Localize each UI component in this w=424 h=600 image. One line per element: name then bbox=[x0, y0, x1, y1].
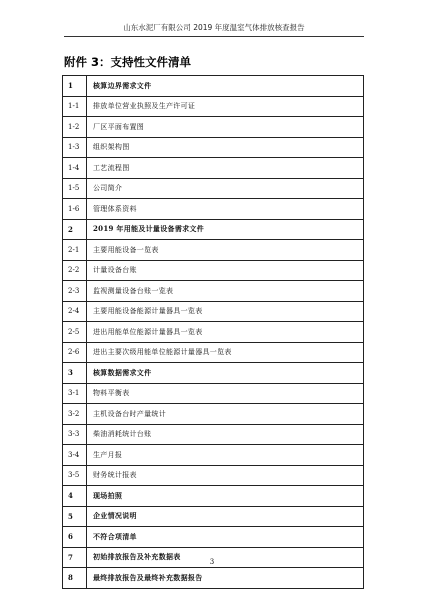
row-number: 3-4 bbox=[63, 445, 87, 466]
table-row bbox=[63, 137, 364, 158]
row-number: 1-4 bbox=[63, 158, 87, 179]
row-number: 1 bbox=[63, 76, 87, 97]
table-row bbox=[63, 383, 364, 404]
header-divider bbox=[64, 36, 364, 37]
table-row bbox=[63, 404, 364, 425]
document-name: 厂区平面布置图 bbox=[87, 117, 364, 138]
table-section-row bbox=[63, 486, 364, 507]
table-row bbox=[63, 117, 364, 138]
document-name: 现场拍照 bbox=[87, 486, 364, 507]
table-section-row bbox=[63, 363, 364, 384]
document-name: 进出主要次级用能单位能源计量器具一览表 bbox=[87, 342, 364, 363]
table-section-row bbox=[63, 219, 364, 240]
table-row bbox=[63, 445, 364, 466]
document-name: 企业情况说明 bbox=[87, 506, 364, 527]
appendix-heading: 附件 3：支持性文件清单 bbox=[64, 55, 192, 69]
page-number: 3 bbox=[209, 558, 215, 566]
row-number: 8 bbox=[63, 568, 87, 589]
row-number: 1-5 bbox=[63, 178, 87, 199]
table-section-row bbox=[63, 506, 364, 527]
table-row bbox=[63, 301, 364, 322]
table-row bbox=[63, 281, 364, 302]
row-number: 3-2 bbox=[63, 404, 87, 425]
row-number: 2-1 bbox=[63, 240, 87, 261]
row-number: 2-4 bbox=[63, 301, 87, 322]
table-row bbox=[63, 96, 364, 117]
document-name: 物料平衡表 bbox=[87, 383, 364, 404]
document-name: 主要用能设备一览表 bbox=[87, 240, 364, 261]
table-row bbox=[63, 240, 364, 261]
document-name: 组织架构图 bbox=[87, 137, 364, 158]
document-name: 监视测量设备台账一览表 bbox=[87, 281, 364, 302]
document-name: 管理体系资料 bbox=[87, 199, 364, 220]
row-number: 3-5 bbox=[63, 465, 87, 486]
document-name: 生产月报 bbox=[87, 445, 364, 466]
supporting-documents-table bbox=[62, 75, 364, 589]
document-name: 最终排放报告及最终补充数据报告 bbox=[87, 568, 364, 589]
table-section-row bbox=[63, 527, 364, 548]
row-number: 3-3 bbox=[63, 424, 87, 445]
table-row bbox=[63, 199, 364, 220]
document-name: 核算数据需求文件 bbox=[87, 363, 364, 384]
row-number: 4 bbox=[63, 486, 87, 507]
document-name: 主要用能设备能源计量器具一览表 bbox=[87, 301, 364, 322]
row-number: 2-2 bbox=[63, 260, 87, 281]
row-number: 7 bbox=[63, 547, 87, 568]
row-number: 1-6 bbox=[63, 199, 87, 220]
table-row bbox=[63, 465, 364, 486]
document-name: 计量设备台账 bbox=[87, 260, 364, 281]
row-number: 1-3 bbox=[63, 137, 87, 158]
document-name: 进出用能单位能源计量器具一览表 bbox=[87, 322, 364, 343]
table-row bbox=[63, 158, 364, 179]
document-name: 2019 年用能及计量设备需求文件 bbox=[87, 219, 364, 240]
document-name: 核算边界需求文件 bbox=[87, 76, 364, 97]
document-name: 不符合项清单 bbox=[87, 527, 364, 548]
document-name: 初始排放报告及补充数据表 bbox=[87, 547, 364, 568]
row-number: 3-1 bbox=[63, 383, 87, 404]
document-name: 公司简介 bbox=[87, 178, 364, 199]
row-number: 1-1 bbox=[63, 96, 87, 117]
document-name: 排放单位营业执照及生产许可证 bbox=[87, 96, 364, 117]
table-row bbox=[63, 178, 364, 199]
table-row bbox=[63, 260, 364, 281]
row-number: 1-2 bbox=[63, 117, 87, 138]
document-name: 主机设备台时产量统计 bbox=[87, 404, 364, 425]
table-row bbox=[63, 342, 364, 363]
row-number: 2 bbox=[63, 219, 87, 240]
running-header: 山东水泥厂有限公司 2019 年度温室气体排放核查报告 bbox=[123, 23, 305, 32]
row-number: 3 bbox=[63, 363, 87, 384]
table-section-row bbox=[63, 76, 364, 97]
document-name: 财务统计报表 bbox=[87, 465, 364, 486]
row-number: 2-5 bbox=[63, 322, 87, 343]
row-number: 2-3 bbox=[63, 281, 87, 302]
row-number: 6 bbox=[63, 527, 87, 548]
table-section-row bbox=[63, 568, 364, 589]
row-number: 5 bbox=[63, 506, 87, 527]
document-name: 柴油消耗统计台账 bbox=[87, 424, 364, 445]
table-row bbox=[63, 322, 364, 343]
row-number: 2-6 bbox=[63, 342, 87, 363]
table-row bbox=[63, 424, 364, 445]
document-name: 工艺流程图 bbox=[87, 158, 364, 179]
